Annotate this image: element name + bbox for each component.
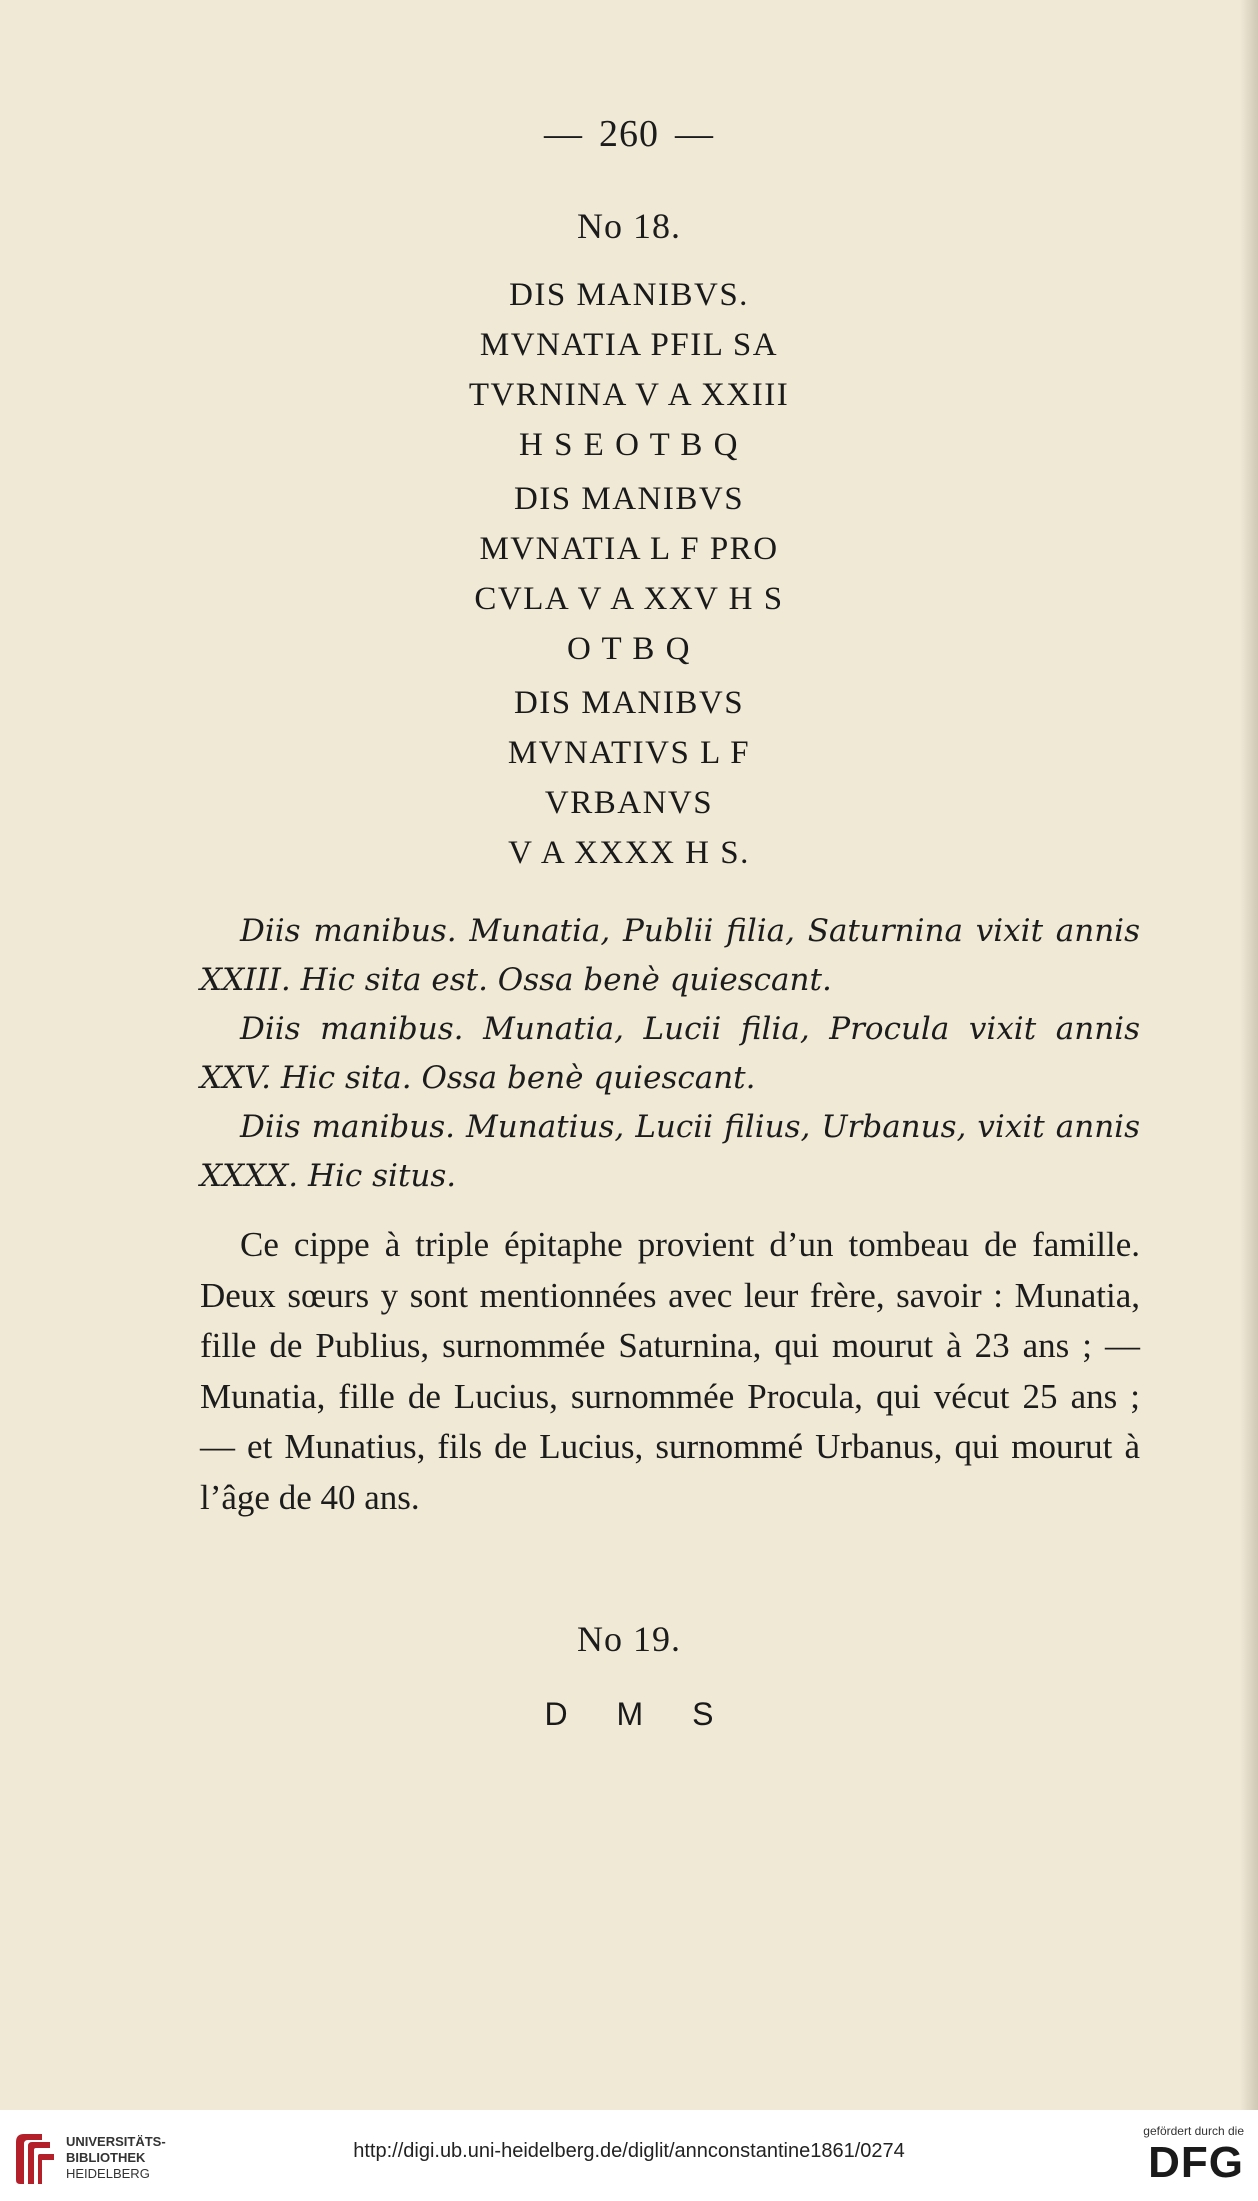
french-commentary: Ce cippe à triple épitaphe provient d’un tombeau de famille. Deux sœurs y sont mentionnées avec leur frère, savoir : Munatia, fille de Publius, surnommée Saturnina, qui mourut à 23 ans ; — Munatia, fille de Lucius, surnommée Procula, qui vécut 25 ans ; — et Munatius, fils de Lucius, surnommé Urbanus, qui mourut à l’âge de 40 ans.: [200, 1225, 1140, 1517]
page-number-dash-right: —: [675, 113, 714, 155]
page-number-dash-left: —: [544, 113, 583, 155]
inscription-group: [0, 270, 1258, 470]
library-name-line: BIBLIOTHEK: [66, 2150, 146, 2165]
inscription-line: DIS MANIBVS: [513, 481, 745, 517]
inscription-line: O T B Q: [567, 631, 691, 667]
page-number-value: 260: [599, 113, 659, 155]
inscription-line: MVNATIA PFIL SA: [479, 327, 779, 363]
entry-19-inscription: D M S: [544, 1696, 714, 1732]
inscription-line: DIS MANIBVS.: [509, 277, 749, 313]
library-name-line: HEIDELBERG: [66, 2166, 150, 2181]
latin-paragraph: Diis manibus. Munatius, Lucii filius, Urbanus, vixit annis XXXX. Hic situs.: [200, 1109, 1140, 1194]
funded-by-label: gefördert durch die: [1143, 2124, 1244, 2138]
inscription-line: MVNATIA L F PRO: [479, 531, 779, 567]
permalink-url[interactable]: http://digi.ub.uni-heidelberg.de/diglit/annconstantine1861/0274: [353, 2140, 905, 2162]
digitization-footer: [0, 2110, 1258, 2201]
inscription-line: V A XXXX H S.: [508, 835, 750, 871]
latin-paragraph: Diis manibus. Munatia, Publii filia, Saturnina vixit annis XXIII. Hic sita est. Ossa benè quiescant.: [200, 913, 1140, 998]
inscription-line: MVNATIVS L F: [507, 735, 751, 771]
entry-18-title: No 18.: [577, 206, 681, 246]
inscription-line: TVRNINA V A XXIII: [468, 377, 790, 413]
page-number: [0, 112, 1258, 156]
dfg-funding-badge: [1114, 2124, 1244, 2188]
inscription-group: [0, 474, 1258, 674]
inscription-line: DIS MANIBVS: [513, 685, 745, 721]
library-name-line: UNIVERSITÄTS-: [66, 2134, 166, 2149]
latin-translation: [200, 907, 1140, 1201]
entry-18-inscription: [0, 270, 1258, 878]
inscription-line: VRBANVS: [544, 785, 714, 821]
inscription-line: CVLA V A XXV H S: [474, 581, 784, 617]
inscription-line: H S E O T B Q: [519, 427, 739, 463]
latin-paragraph: Diis manibus. Munatia, Lucii filia, Procula vixit annis XXV. Hic sita. Ossa benè quiescant.: [200, 1011, 1140, 1096]
dfg-logo: DFG: [1148, 2138, 1244, 2187]
inscription-group: [0, 678, 1258, 878]
entry-19-title: No 19.: [577, 1619, 681, 1659]
